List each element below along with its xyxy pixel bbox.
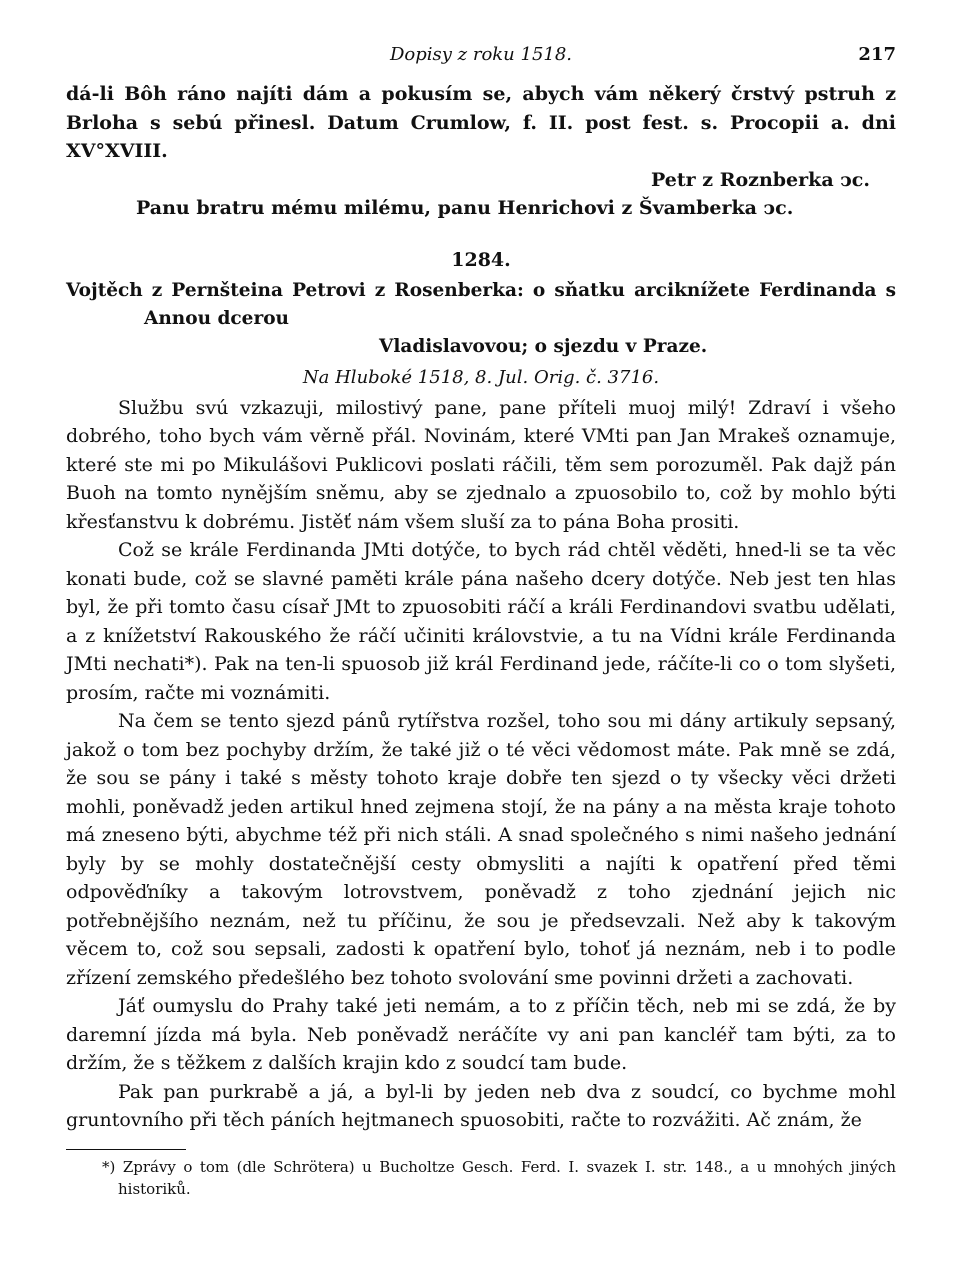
signature: Petr z Roznberka ↄc.: [651, 168, 870, 191]
body-paragraph-3: Na čem se tento sjezd pánů rytířstva rozšel, toho sou mi dány artikuly sepsaný, jakož o tom bez pochyby držím, že také již o té věci vědomost máte. Pak mně se zdá, že sou se pány i také s městy tohoto kraje dobře ten sjezd o ty všecky věci držeti mohli, poněvadž jeden artikul hned zejmena stojí, že na pány a na města kraje tohoto má zneseno býti, abychme též při nich stáli. A snad společného s nimi našeho jednání byly by se mohly dostatečnější cesty obmysliti a najíti k opatření před těmi odpověďníky a takovým lotrovstvem, poněvadž z toho zjednání jejich nic potřebnějšího neznám, než tu příčinu, že sou je předsevzali. Než aby k takovým věcem to, což sou sepsali, zadosti k opatření bylo, tohoť já neznám, neb i to podle zřízení zemského předešlého bez tohoto svolování sme povinni držeti a zachovati.: [66, 710, 896, 989]
letter-summary: [66, 277, 896, 361]
source-citation: Na Hluboké 1518, 8. Jul. Orig. č. 3716.: [302, 366, 660, 388]
body-paragraph-2: Což se krále Ferdinanda JMti dotýče, to bych rád chtěl věděti, hned-li se ta věc konati bude, což se slavné paměti krále pána našeho dcery dotýče. Neb jest ten hlas byl, že při tomto času císař JMt to zpuosobiti ráčí a králi Ferdinandovi svatbu udělati, a z knížetství Rakouského že ráčí učiniti královstvie, a tu na Vídni krále Ferdinanda JMti nechati*). Pak na ten-li spuosob již král Ferdinand jede, ráčíte-li co o tom slyšeti, prosím, račte mi voznámiti.: [66, 539, 896, 704]
body-paragraph-5: Pak pan purkrabě a já, a byl-li by jeden neb dva z soudcí, co bychme mohl gruntovního při těch páních hejtmanech spuosobiti, račte to rozvážiti. Ač znám, že: [66, 1080, 896, 1131]
document-page: [66, 44, 896, 1200]
running-title: Dopisy z roku 1518.: [389, 44, 573, 65]
body-paragraph-4: Jáť oumyslu do Prahy také jeti nemám, a to z příčin těch, neb mi se zdá, že by daremní jízda má byla. Neb poněvadž neráčíte vy ani pan kancléř tam býti, za to držím, že s těžkem z dalších krajin kdo z soudcí tam bude.: [66, 995, 896, 1074]
page-header: [66, 44, 896, 80]
address-line: Panu bratru mému milému, panu Henrichovi z Švamberka ↄc.: [136, 197, 794, 219]
footnote-divider: [66, 1149, 186, 1150]
footnote: *) Zprávy o tom (dle Schrötera) u Bucholtze Gesch. Ferd. I. svazek I. str. 148., a u mnohých jiných historiků.: [102, 1157, 896, 1198]
previous-letter-ending: dá-li Bôh ráno najíti dám a pokusím se, abych vám někerý črstvý pstruh z Brloha s sebú přinesl. Datum Crumlow, f. II. post fest. s. Procopii a. dni XV°XVIII.: [66, 83, 896, 162]
summary-line-2: Vladislavovou; o sjezdu v Praze.: [379, 335, 708, 357]
summary-line-1: Vojtěch z Pernšteina Petrovi z Rosenberka: o sňatku arciknížete Ferdinanda s Annou dcerou: [66, 279, 896, 329]
body-paragraph-1: Službu svú vzkazuji, milostivý pane, pane příteli muoj milý! Zdraví i všeho dobrého, toho bych vám věrně přál. Novinám, které VMti pan Jan Mrakeš oznamuje, které ste mi po Mikulášovi Puklicovi poslati ráčili, těm sem porozuměl. Pak dajž pán Buoh na tomto nynějším sněmu, aby se zjednalo a zpuosobilo to, což by mohlo býti křesťanstvu k dobrému. Jistěť nám všem sluší za to pána Boha prositi.: [66, 396, 896, 533]
page-number: 217: [858, 44, 896, 65]
letter-number: 1284.: [451, 248, 511, 271]
